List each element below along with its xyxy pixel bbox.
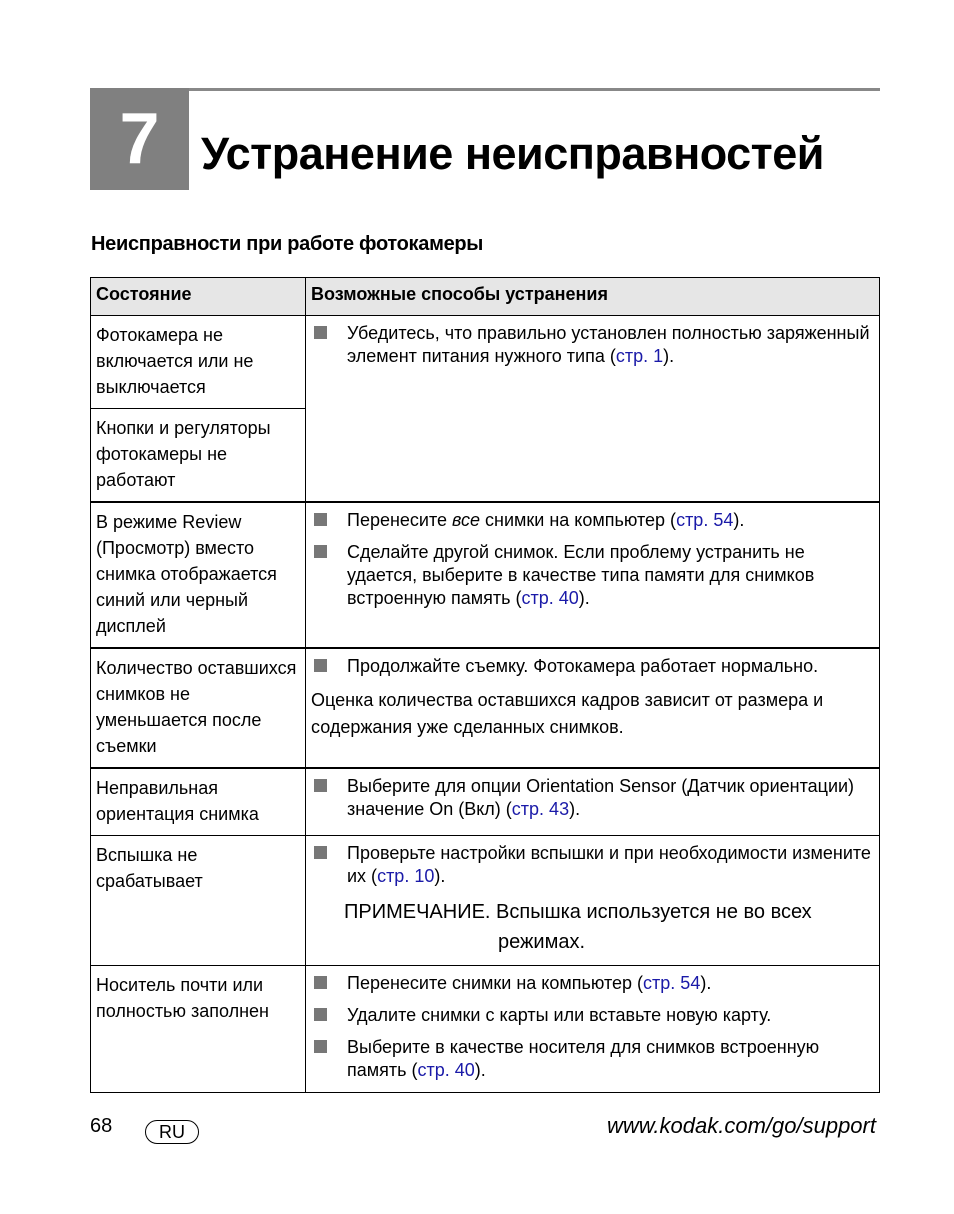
bullet-square-icon — [314, 659, 327, 672]
solution-cell — [306, 836, 880, 966]
header-solutions: Возможные способы устранения — [306, 278, 880, 316]
table-row — [91, 316, 880, 409]
page-number: 68 — [90, 1115, 113, 1137]
bullet-square-icon — [314, 1040, 327, 1053]
header-rule — [189, 88, 880, 91]
page-link[interactable]: стр. 54 — [676, 510, 734, 530]
bullet-square-icon — [314, 1008, 327, 1021]
page-link[interactable]: стр. 54 — [643, 973, 701, 993]
bullet-item: Перенесите все снимки на компьютер (стр. 54). — [311, 509, 871, 532]
note-text: ПРИМЕЧАНИЕ. Вспышка используется не во всех режимах. — [344, 901, 812, 953]
table-row — [91, 966, 880, 1093]
bullet-square-icon — [314, 779, 327, 792]
bullet-item: Перенесите снимки на компьютер (стр. 54). — [311, 972, 871, 995]
bullet-item: Сделайте другой снимок. Если проблему устранить не удается, выберите в качестве типа памяти для снимков встроенную память (стр. 40). — [311, 541, 871, 610]
bullet-item: Удалите снимки с карты или вставьте новую карту. — [311, 1004, 871, 1027]
page-link[interactable]: стр. 1 — [615, 346, 664, 366]
table-row — [91, 502, 880, 648]
support-url[interactable]: www.kodak.com/go/support — [606, 1113, 876, 1138]
solution-cell — [306, 966, 880, 1093]
solution-cell — [306, 502, 880, 648]
language-badge: RU — [145, 1120, 199, 1144]
solution-cell — [306, 768, 880, 836]
solution-cell — [306, 316, 880, 503]
condition-cell: Вспышка не срабатывает — [91, 836, 306, 966]
bullet-square-icon — [314, 513, 327, 526]
condition-cell: Носитель почти или полностью заполнен — [91, 966, 306, 1093]
condition-cell: В режиме Review (Просмотр) вместо снимка отображается синий или черный дисплей — [91, 502, 306, 648]
table-row — [91, 836, 880, 966]
chapter-number: 7 — [90, 88, 189, 190]
bullet-square-icon — [314, 326, 327, 339]
info-text: Оценка количества оставшихся кадров зависит от размера и содержания уже сделанных снимков. — [311, 690, 824, 737]
bullet-square-icon — [314, 846, 327, 859]
table-header-row — [91, 278, 880, 316]
bullet-item: Убедитесь, что правильно установлен полностью заряженный элемент питания нужного типа (стр. 1). — [311, 322, 871, 368]
bullet-square-icon — [314, 976, 327, 989]
page-link[interactable]: стр. 40 — [417, 1060, 475, 1080]
bullet-item: Выберите для опции Orientation Sensor (Датчик ориентации) значение On (Вкл) (стр. 43). — [311, 775, 871, 821]
section-title: Неисправности при работе фотокамеры — [91, 233, 484, 255]
bullet-item: Выберите в качестве носителя для снимков встроенную память (стр. 40). — [311, 1036, 871, 1082]
troubleshooting-table — [90, 277, 880, 1093]
condition-cell: Фотокамера не включается или не выключается — [91, 316, 306, 409]
bullet-item: Проверьте настройки вспышки и при необходимости измените их (стр. 10). — [311, 842, 871, 888]
table-row — [91, 648, 880, 768]
chapter-title: Устранение неисправностей — [201, 128, 824, 179]
page-link[interactable]: стр. 43 — [511, 799, 570, 819]
table-row — [91, 768, 880, 836]
condition-cell: Количество оставшихся снимков не уменьшается после съемки — [91, 648, 306, 768]
page-link[interactable]: стр. 40 — [521, 588, 579, 608]
condition-cell: Неправильная ориентация снимка — [91, 768, 306, 836]
bullet-item: Продолжайте съемку. Фотокамера работает нормально. — [311, 655, 871, 678]
solution-cell — [306, 648, 880, 768]
header-condition: Состояние — [91, 278, 306, 316]
page-link[interactable]: стр. 10 — [377, 866, 435, 886]
bullet-square-icon — [314, 545, 327, 558]
condition-cell: Кнопки и регуляторы фотокамеры не работают — [91, 409, 306, 503]
